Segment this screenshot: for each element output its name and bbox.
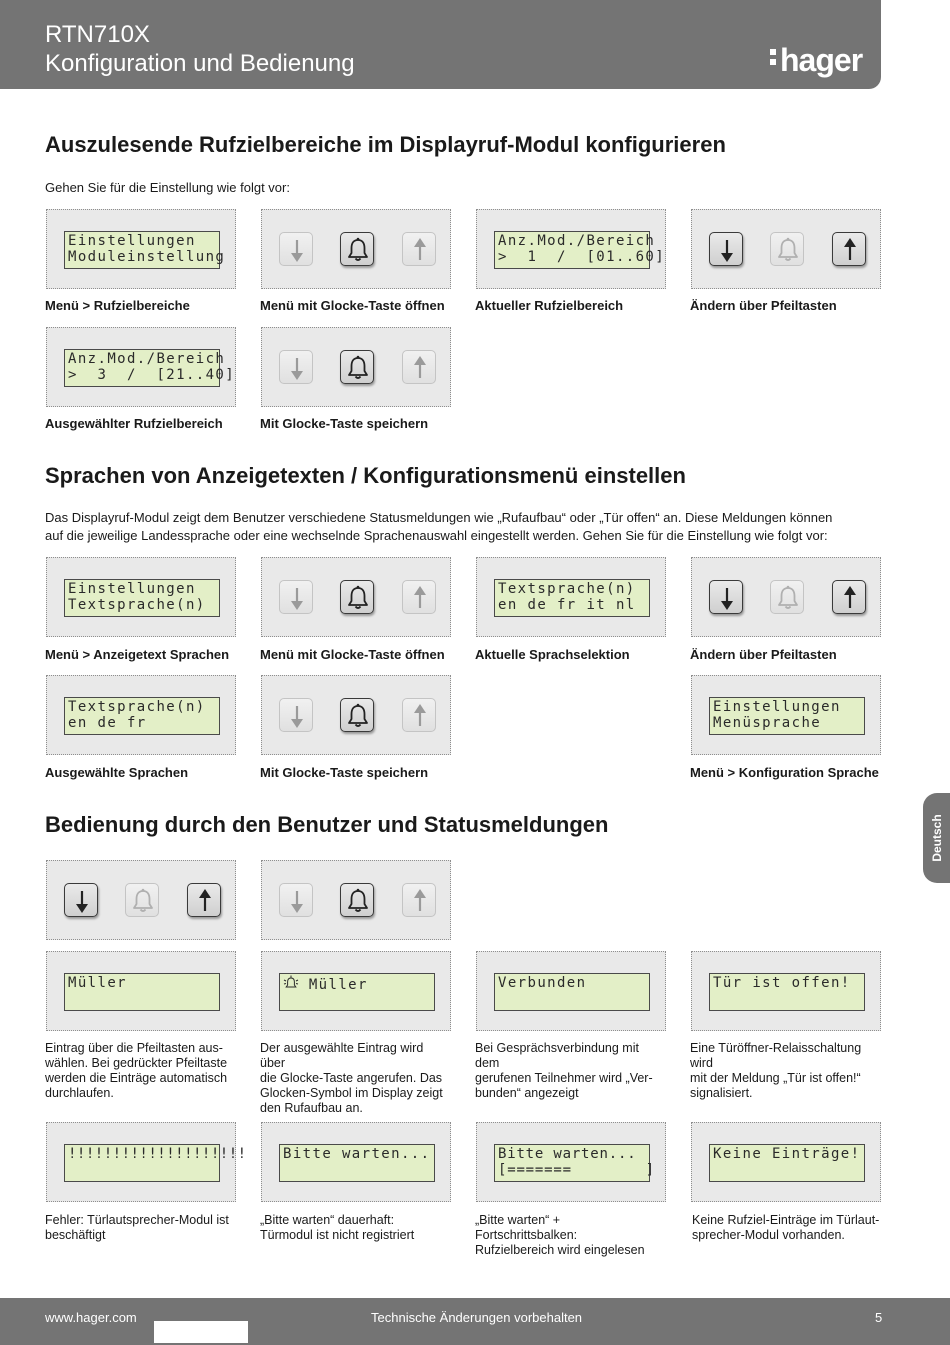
arrow-down-button[interactable] xyxy=(709,232,743,266)
bell-icon xyxy=(126,884,160,918)
lcd-display xyxy=(279,973,435,1011)
ringing-bell-icon xyxy=(283,975,299,991)
display-panel xyxy=(691,675,881,755)
arrow-up-icon xyxy=(833,233,867,267)
bell-icon xyxy=(771,581,805,615)
description-line: sprecher-Modul vorhanden. xyxy=(692,1228,845,1242)
step-caption: Menü > Konfiguration Sprache xyxy=(690,765,879,780)
arrow-down-icon xyxy=(280,581,314,615)
lcd-line-1: Einstellungen xyxy=(68,581,196,597)
bell-button[interactable] xyxy=(770,232,804,266)
lcd-display xyxy=(494,579,650,617)
arrow-up-button[interactable] xyxy=(832,232,866,266)
arrow-up-icon xyxy=(403,351,437,385)
bell-icon xyxy=(341,884,375,918)
arrow-down-icon xyxy=(65,884,99,918)
description-line: Bei Gesprächsverbindung mit dem xyxy=(475,1041,639,1070)
step-caption: Mit Glocke-Taste speichern xyxy=(260,765,429,780)
lcd-line-2: Menüsprache xyxy=(713,715,822,731)
display-panel xyxy=(46,951,236,1031)
lcd-line-2: Moduleinstellung xyxy=(68,249,226,265)
lcd-line-1: Verbunden xyxy=(498,975,587,991)
bell-button[interactable] xyxy=(340,883,374,917)
lcd-display xyxy=(709,697,865,735)
intro-line: Das Displayruf-Modul zeigt dem Benutzer verschiedene Statusmeldungen wie „Rufaufbau“ oder „Tür offen“ an. Diese Meldungen können xyxy=(45,510,833,525)
arrow-down-icon xyxy=(710,233,744,267)
bell-button[interactable] xyxy=(770,580,804,614)
keypad-panel xyxy=(261,675,451,755)
lcd-line-1: Bitte warten... xyxy=(283,1146,431,1162)
step-caption: Ausgewählter Rufzielbereich xyxy=(45,416,223,431)
section-title-bedienung: Bedienung durch den Benutzer und Statusmeldungen xyxy=(45,812,609,837)
keypad-panel xyxy=(261,327,451,407)
description-line: durchlaufen. xyxy=(45,1086,114,1100)
lcd-line-1: Anz.Mod./Bereich xyxy=(68,351,226,367)
description-line: mit der Meldung „Tür ist offen!“ xyxy=(690,1071,861,1085)
lcd-display xyxy=(64,579,220,617)
description-line: Rufzielbereich wird eingelesen xyxy=(475,1243,645,1257)
display-panel xyxy=(261,951,451,1031)
description-line: Glocken-Symbol im Display zeigt xyxy=(260,1086,443,1100)
display-panel xyxy=(476,209,666,289)
description-line: Keine Rufziel-Einträge im Türlaut- xyxy=(692,1213,880,1227)
status-description xyxy=(260,1213,450,1243)
lcd-display xyxy=(709,973,865,1011)
lcd-display xyxy=(494,973,650,1011)
bell-icon xyxy=(341,581,375,615)
description-line: „Bitte warten“ + Fortschrittsbalken: xyxy=(475,1213,578,1242)
step-caption: Aktueller Rufzielbereich xyxy=(475,298,624,313)
display-panel xyxy=(261,1122,451,1202)
lcd-line-1: Einstellungen xyxy=(68,233,196,249)
bell-icon xyxy=(341,699,375,733)
lcd-line-2: en de fr xyxy=(68,715,147,731)
bell-button[interactable] xyxy=(340,698,374,732)
status-description xyxy=(475,1213,665,1258)
lcd-display xyxy=(64,349,236,387)
section-intro xyxy=(45,509,832,545)
logo-dots-icon xyxy=(770,45,776,69)
lcd-line-1: Tür ist offen! xyxy=(713,975,851,991)
lcd-line-1: Anz.Mod./Bereich xyxy=(498,233,656,249)
status-description xyxy=(260,1041,450,1116)
lcd-progress-bar: [======= ] xyxy=(498,1162,655,1178)
arrow-down-button[interactable] xyxy=(279,580,313,614)
arrow-down-icon xyxy=(280,699,314,733)
bell-button[interactable] xyxy=(340,350,374,384)
status-description xyxy=(45,1213,235,1243)
lcd-display xyxy=(64,973,220,1011)
display-panel xyxy=(476,557,666,637)
arrow-down-button[interactable] xyxy=(279,232,313,266)
arrow-down-button[interactable] xyxy=(709,580,743,614)
display-panel xyxy=(46,557,236,637)
description-line: werden die Einträge automatisch xyxy=(45,1071,228,1085)
description-line: die Glocke-Taste angerufen. Das xyxy=(260,1071,443,1085)
lcd-line-2: Textsprache(n) xyxy=(68,597,206,613)
display-panel xyxy=(46,1122,247,1202)
lcd-line-1: Textsprache(n) xyxy=(68,699,206,715)
arrow-up-button[interactable] xyxy=(832,580,866,614)
step-caption: Menü mit Glocke-Taste öffnen xyxy=(260,647,445,662)
lcd-display xyxy=(64,1144,247,1182)
description-line: signalisiert. xyxy=(690,1086,753,1100)
language-side-tab xyxy=(923,793,950,883)
arrow-up-button[interactable] xyxy=(402,883,436,917)
keypad-panel xyxy=(691,209,881,289)
bell-button[interactable] xyxy=(340,580,374,614)
arrow-down-button[interactable] xyxy=(279,350,313,384)
description-line: gerufenen Teilnehmer wird „Ver- xyxy=(475,1071,653,1085)
intro-line: auf die jeweilige Landessprache oder eine wechselnde Sprachenauswahl eingestellt werden. Gehen Sie für die Einstellung wie folgt vor: xyxy=(45,528,828,543)
bell-button[interactable] xyxy=(125,883,159,917)
step-caption: Ausgewählte Sprachen xyxy=(45,765,189,780)
hager-logo xyxy=(770,42,862,78)
arrow-down-icon xyxy=(710,581,744,615)
description-line: bunden“ angezeigt xyxy=(475,1086,579,1100)
display-panel xyxy=(691,951,881,1031)
step-caption: Mit Glocke-Taste speichern xyxy=(260,416,429,431)
language-side-tab-label: Deutsch xyxy=(929,814,944,862)
arrow-up-icon xyxy=(403,233,437,267)
arrow-up-button[interactable] xyxy=(402,350,436,384)
keypad-panel xyxy=(691,557,881,637)
lcd-line-2: en de fr it nl xyxy=(498,597,636,613)
display-panel xyxy=(476,951,666,1031)
arrow-up-button[interactable] xyxy=(402,698,436,732)
bell-icon xyxy=(771,233,805,267)
arrow-down-button[interactable] xyxy=(279,883,313,917)
status-description xyxy=(45,1041,235,1101)
lcd-line-1: Bitte warten... xyxy=(498,1146,637,1162)
bell-icon xyxy=(341,351,375,385)
lcd-display xyxy=(494,1144,655,1182)
arrow-up-icon xyxy=(403,581,437,615)
display-panel xyxy=(46,675,236,755)
lcd-display xyxy=(64,697,220,735)
description-line: wählen. Bei gedrückter Pfeiltaste xyxy=(45,1056,228,1070)
lcd-line-2: > 1 / [01..60] xyxy=(498,249,666,265)
page-header xyxy=(0,0,881,89)
description-line: Eine Türöffner-Relaisschaltung wird xyxy=(690,1041,862,1070)
lcd-text: Müller xyxy=(308,977,368,993)
display-panel xyxy=(46,327,236,407)
step-caption: Menü mit Glocke-Taste öffnen xyxy=(260,298,445,313)
arrow-down-icon xyxy=(280,233,314,267)
display-panel xyxy=(691,1122,881,1202)
step-caption: Menü > Rufzielbereiche xyxy=(45,298,190,313)
keypad-panel xyxy=(261,557,451,637)
display-panel xyxy=(476,1122,666,1202)
description-line: den Rufaufbau an. xyxy=(260,1101,363,1115)
section-title-sprachen: Sprachen von Anzeigetexten / Konfigurationsmenü einstellen xyxy=(45,463,686,488)
step-caption: Menü > Anzeigetext Sprachen xyxy=(45,647,230,662)
lcd-line-1: !!!!!!!!!!!!!!!!!!!! xyxy=(68,1146,247,1162)
bell-icon xyxy=(341,233,375,267)
display-panel xyxy=(46,209,236,289)
arrow-up-icon xyxy=(833,581,867,615)
lcd-line-1 xyxy=(283,975,434,991)
description-line: Eintrag über die Pfeiltasten aus- xyxy=(45,1041,223,1055)
status-description xyxy=(475,1041,665,1101)
description-line: Fehler: Türlautsprecher-Modul ist xyxy=(45,1213,229,1227)
description-line: beschäftigt xyxy=(45,1228,106,1242)
footer-note: Technische Änderungen vorbehalten xyxy=(371,1310,583,1325)
description-line: Türmodul ist nicht registriert xyxy=(260,1228,415,1242)
section-title-rufzielbereiche: Auszulesende Rufzielbereiche im Displayruf-Modul konfigurieren xyxy=(45,132,726,157)
lcd-line-1: Textsprache(n) xyxy=(498,581,636,597)
arrow-down-icon xyxy=(280,351,314,385)
arrow-down-icon xyxy=(280,884,314,918)
arrow-down-button[interactable] xyxy=(279,698,313,732)
lcd-line-1: Müller xyxy=(68,975,127,991)
lcd-line-1: Keine Einträge! xyxy=(713,1146,861,1162)
status-description xyxy=(690,1041,880,1101)
arrow-up-icon xyxy=(403,884,437,918)
website-link[interactable]: www.hager.com xyxy=(45,1310,137,1325)
footer-blank-box xyxy=(154,1321,248,1343)
keypad-panel xyxy=(261,209,451,289)
step-caption: Ändern über Pfeiltasten xyxy=(690,298,837,313)
lcd-display xyxy=(64,231,226,269)
bell-button[interactable] xyxy=(340,232,374,266)
arrow-up-button[interactable] xyxy=(187,883,221,917)
arrow-down-button[interactable] xyxy=(64,883,98,917)
page-footer xyxy=(0,1298,950,1345)
step-caption: Ändern über Pfeiltasten xyxy=(690,647,837,662)
page-subtitle: Konfiguration und Bedienung xyxy=(45,50,355,77)
description-line: „Bitte warten“ dauerhaft: xyxy=(260,1213,395,1227)
lcd-display xyxy=(494,231,666,269)
keypad-panel xyxy=(261,860,451,940)
logo-text: hager xyxy=(780,42,863,78)
lcd-line-2: > 3 / [21..40] xyxy=(68,367,236,383)
description-line: Der ausgewählte Eintrag wird über xyxy=(260,1041,424,1070)
section-intro: Gehen Sie für die Einstellung wie folgt vor: xyxy=(45,180,290,195)
page-number: 5 xyxy=(875,1310,883,1325)
arrow-up-button[interactable] xyxy=(402,232,436,266)
lcd-display xyxy=(279,1144,435,1182)
arrow-up-icon xyxy=(403,699,437,733)
lcd-line-1: Einstellungen xyxy=(713,699,841,715)
lcd-display xyxy=(709,1144,865,1182)
status-description xyxy=(692,1213,882,1243)
arrow-up-button[interactable] xyxy=(402,580,436,614)
product-model: RTN710X xyxy=(45,21,150,48)
step-caption: Aktuelle Sprachselektion xyxy=(475,647,630,662)
arrow-up-icon xyxy=(188,884,222,918)
keypad-panel xyxy=(46,860,236,940)
